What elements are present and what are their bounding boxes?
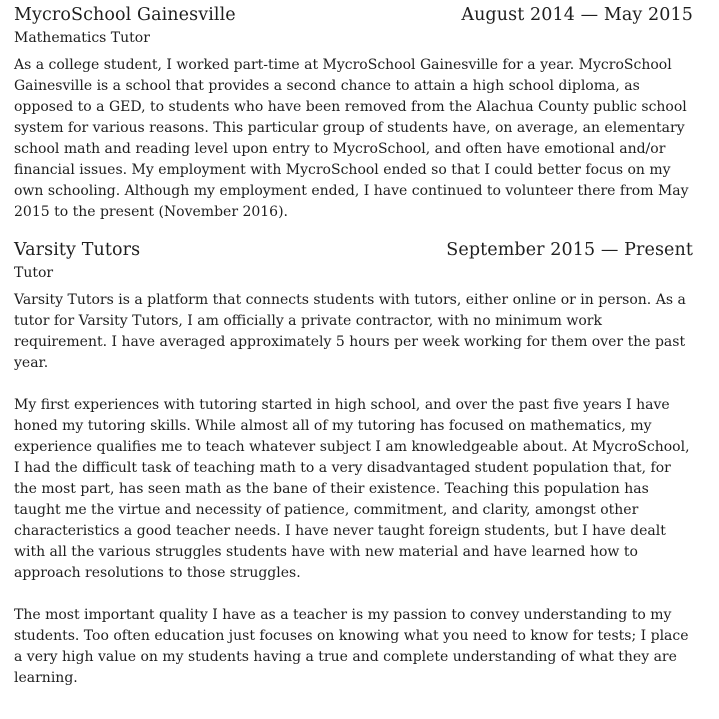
entry-header bbox=[14, 240, 693, 260]
company-name: Varsity Tutors bbox=[14, 240, 141, 260]
description-paragraph: As a college student, I worked part-time at MycroSchool Gainesville for a year. MycroSchool Gainesville is a school that provides a second chance to attain a high school diploma, as opposed to a GED, to students who have been removed from the Alachua County public school system for various reasons. This particular group of students have, on average, an elementary school math and reading level upon entry to MycroSchool, and often have emotional and/or financial issues. My employment with MycroSchool ended so that I could better focus on my own schooling. Although my employment ended, I have continued to volunteer there from May 2015 to the present (November 2016). bbox=[14, 57, 689, 220]
experience-entry-mycroschool bbox=[14, 5, 693, 223]
job-title: Tutor bbox=[14, 265, 54, 281]
job-title: Mathematics Tutor bbox=[14, 30, 150, 46]
description-paragraph: Varsity Tutors is a platform that connects students with tutors, either online or in person. As a tutor for Varsity Tutors, I am officially a private contractor, with no minimum work requirement. I have averaged approximately 5 hours per week working for them over the past year. bbox=[14, 292, 686, 371]
experience-description bbox=[14, 290, 693, 689]
company-name: MycroSchool Gainesville bbox=[14, 5, 236, 25]
experience-entry-varsity-tutors bbox=[14, 240, 693, 689]
description-paragraph: My first experiences with tutoring started in high school, and over the past five years I have honed my tutoring skills. While almost all of my tutoring has focused on mathematics, my experience qualifies me to teach whatever subject I am knowledgeable about. At MycroSchool, I had the difficult task of teaching math to a very disadvantaged student population that, for the most part, has seen math as the bane of their existence. Teaching this population has taught me the virtue and necessity of patience, commitment, and clarity, amongst other characteristics a good teacher needs. I have never taught foreign students, but I have dealt with all the various struggles students have with new material and have learned how to approach resolutions to those struggles. bbox=[14, 397, 690, 581]
date-range: September 2015 — Present bbox=[446, 240, 693, 260]
description-paragraph: The most important quality I have as a teacher is my passion to convey understanding to my students. Too often education just focuses on knowing what you need to know for tests; I place a very high value on my students having a true and complete understanding of what they are learning. bbox=[14, 607, 689, 686]
experience-description bbox=[14, 55, 693, 223]
date-range: August 2014 — May 2015 bbox=[461, 5, 693, 25]
entry-header bbox=[14, 5, 693, 25]
